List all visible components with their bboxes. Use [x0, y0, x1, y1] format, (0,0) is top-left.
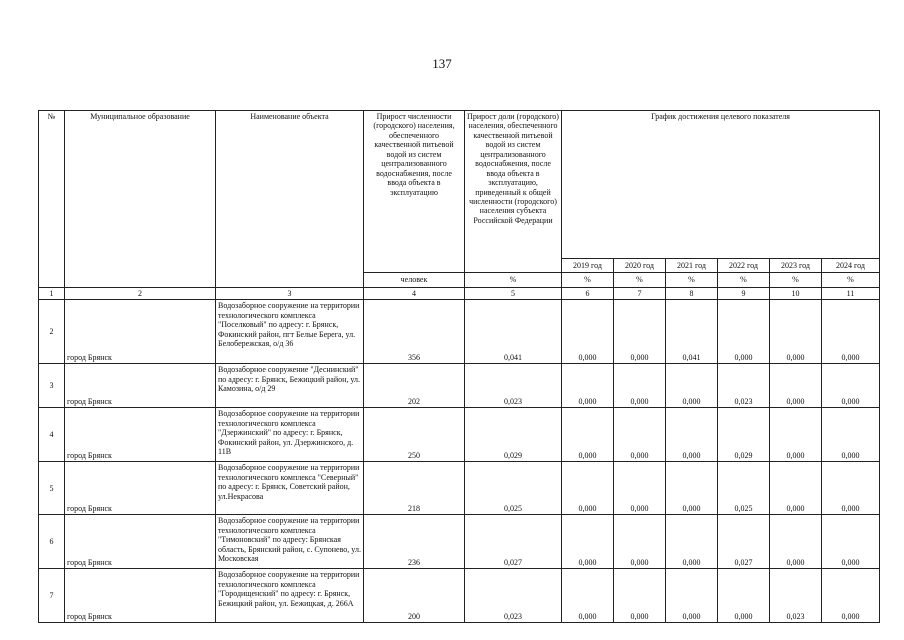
unit-percent: % — [822, 273, 880, 288]
share-increase-cell: 0,041 — [465, 300, 562, 364]
municipality-cell: город Брянск — [65, 569, 216, 623]
column-number: 8 — [666, 288, 718, 300]
year-value-cell: 0,000 — [770, 515, 822, 569]
header-schedule: График достижения целевого показателя — [562, 111, 880, 259]
row-number: 4 — [39, 408, 65, 462]
column-number: 4 — [364, 288, 465, 300]
year-value-cell: 0,023 — [770, 569, 822, 623]
year-value-cell: 0,000 — [822, 462, 880, 515]
year-value-cell: 0,000 — [614, 569, 666, 623]
share-increase-cell: 0,027 — [465, 515, 562, 569]
unit-percent: % — [666, 273, 718, 288]
population-increase-cell: 202 — [364, 364, 465, 408]
header-share-increase: Прирост доли (городского) населения, обеспеченного качественной питьевой водой из систем централизованного водоснабжения, после ввода объекта в эксплуатацию, приведенный к общей численности (городского) населения субъекта Российской Федерации — [465, 111, 562, 273]
year-value-cell: 0,000 — [770, 408, 822, 462]
column-number: 5 — [465, 288, 562, 300]
column-numbers-row — [39, 288, 880, 300]
year-value-cell: 0,000 — [614, 408, 666, 462]
population-increase-cell: 236 — [364, 515, 465, 569]
column-number: 6 — [562, 288, 614, 300]
data-table — [38, 110, 880, 623]
share-increase-cell: 0,023 — [465, 569, 562, 623]
object-name-cell: Водозаборное сооружение "Деснинский" по адресу: г. Брянск, Бежицкий район, ул. Камозина, о/д 29 — [216, 364, 364, 408]
table-row — [39, 300, 880, 364]
population-increase-cell: 218 — [364, 462, 465, 515]
municipality-cell: город Брянск — [65, 462, 216, 515]
page-number: 137 — [432, 56, 452, 71]
table-row — [39, 364, 880, 408]
year-2020: 2020 год — [614, 259, 666, 273]
column-number: 9 — [718, 288, 770, 300]
year-value-cell: 0,000 — [718, 300, 770, 364]
unit-people: человек — [364, 273, 465, 288]
column-number: 11 — [822, 288, 880, 300]
unit-percent: % — [465, 273, 562, 288]
object-name-cell: Водозаборное сооружение на территории технологического комплекса "Поселковый" по адресу: г. Брянск, Фокинский район, пгт Белые Берега, ул. Белобережская, о/д 36 — [216, 300, 364, 364]
object-name-cell: Водозаборное сооружение на территории технологического комплекса "Северный" по адресу: г. Брянск, Советский район, ул.Некрасова — [216, 462, 364, 515]
column-number: 3 — [216, 288, 364, 300]
year-value-cell: 0,000 — [822, 408, 880, 462]
share-increase-cell: 0,025 — [465, 462, 562, 515]
year-value-cell: 0,023 — [718, 364, 770, 408]
table-row — [39, 462, 880, 515]
unit-percent: % — [718, 273, 770, 288]
year-value-cell: 0,000 — [770, 364, 822, 408]
table-body — [39, 300, 880, 623]
object-name-cell: Водозаборное сооружение на территории технологического комплекса "Тимоновский" по адресу: Брянская область, Брянский район, с. Супонево, ул. Московская — [216, 515, 364, 569]
year-value-cell: 0,027 — [718, 515, 770, 569]
year-value-cell: 0,000 — [718, 569, 770, 623]
year-value-cell: 0,000 — [822, 569, 880, 623]
share-increase-cell: 0,023 — [465, 364, 562, 408]
year-value-cell: 0,000 — [770, 300, 822, 364]
year-value-cell: 0,000 — [822, 364, 880, 408]
year-2022: 2022 год — [718, 259, 770, 273]
column-number: 2 — [65, 288, 216, 300]
year-value-cell: 0,041 — [666, 300, 718, 364]
unit-percent: % — [770, 273, 822, 288]
municipality-cell: город Брянск — [65, 515, 216, 569]
year-value-cell: 0,000 — [614, 515, 666, 569]
row-number: 3 — [39, 364, 65, 408]
row-number: 6 — [39, 515, 65, 569]
year-value-cell: 0,000 — [770, 462, 822, 515]
table-row — [39, 569, 880, 623]
year-value-cell: 0,000 — [666, 408, 718, 462]
unit-percent: % — [562, 273, 614, 288]
object-name-cell: Водозаборное сооружение на территории технологического комплекса "Городищенский" по адресу: г. Брянск, Бежицкий район, ул. Бежицкая, д. 266А — [216, 569, 364, 623]
year-2024: 2024 год — [822, 259, 880, 273]
year-2023: 2023 год — [770, 259, 822, 273]
row-number: 7 — [39, 569, 65, 623]
year-value-cell: 0,000 — [562, 462, 614, 515]
year-value-cell: 0,000 — [822, 515, 880, 569]
year-value-cell: 0,000 — [666, 569, 718, 623]
year-value-cell: 0,000 — [562, 364, 614, 408]
header-municipality: Муниципальное образование — [65, 111, 216, 288]
year-value-cell: 0,000 — [614, 300, 666, 364]
year-value-cell: 0,000 — [562, 569, 614, 623]
year-value-cell: 0,000 — [666, 515, 718, 569]
header-pop-increase: Прирост численности (городского) населения, обеспеченного качественной питьевой водой из систем централизованного водоснабжения, после ввода объекта в эксплуатацию — [364, 111, 465, 273]
municipality-cell: город Брянск — [65, 364, 216, 408]
population-increase-cell: 200 — [364, 569, 465, 623]
population-increase-cell: 250 — [364, 408, 465, 462]
year-2021: 2021 год — [666, 259, 718, 273]
header-no: № — [39, 111, 65, 288]
year-value-cell: 0,000 — [614, 364, 666, 408]
municipality-cell: город Брянск — [65, 408, 216, 462]
table-row — [39, 408, 880, 462]
share-increase-cell: 0,029 — [465, 408, 562, 462]
year-value-cell: 0,000 — [562, 408, 614, 462]
year-value-cell: 0,000 — [562, 300, 614, 364]
year-value-cell: 0,000 — [822, 300, 880, 364]
column-number: 10 — [770, 288, 822, 300]
year-2019: 2019 год — [562, 259, 614, 273]
municipality-cell: город Брянск — [65, 300, 216, 364]
column-number: 7 — [614, 288, 666, 300]
year-value-cell: 0,000 — [614, 462, 666, 515]
column-number: 1 — [39, 288, 65, 300]
object-name-cell: Водозаборное сооружение на территории технологического комплекса "Дзержинский" по адресу: г. Брянск, Фокинский район, ул. Дзержинского, д. 11В — [216, 408, 364, 462]
year-value-cell: 0,000 — [666, 462, 718, 515]
population-increase-cell: 356 — [364, 300, 465, 364]
table-row — [39, 515, 880, 569]
year-value-cell: 0,025 — [718, 462, 770, 515]
row-number: 5 — [39, 462, 65, 515]
year-value-cell: 0,029 — [718, 408, 770, 462]
year-value-cell: 0,000 — [666, 364, 718, 408]
year-value-cell: 0,000 — [562, 515, 614, 569]
row-number: 2 — [39, 300, 65, 364]
header-object: Наименование объекта — [216, 111, 364, 288]
unit-percent: % — [614, 273, 666, 288]
